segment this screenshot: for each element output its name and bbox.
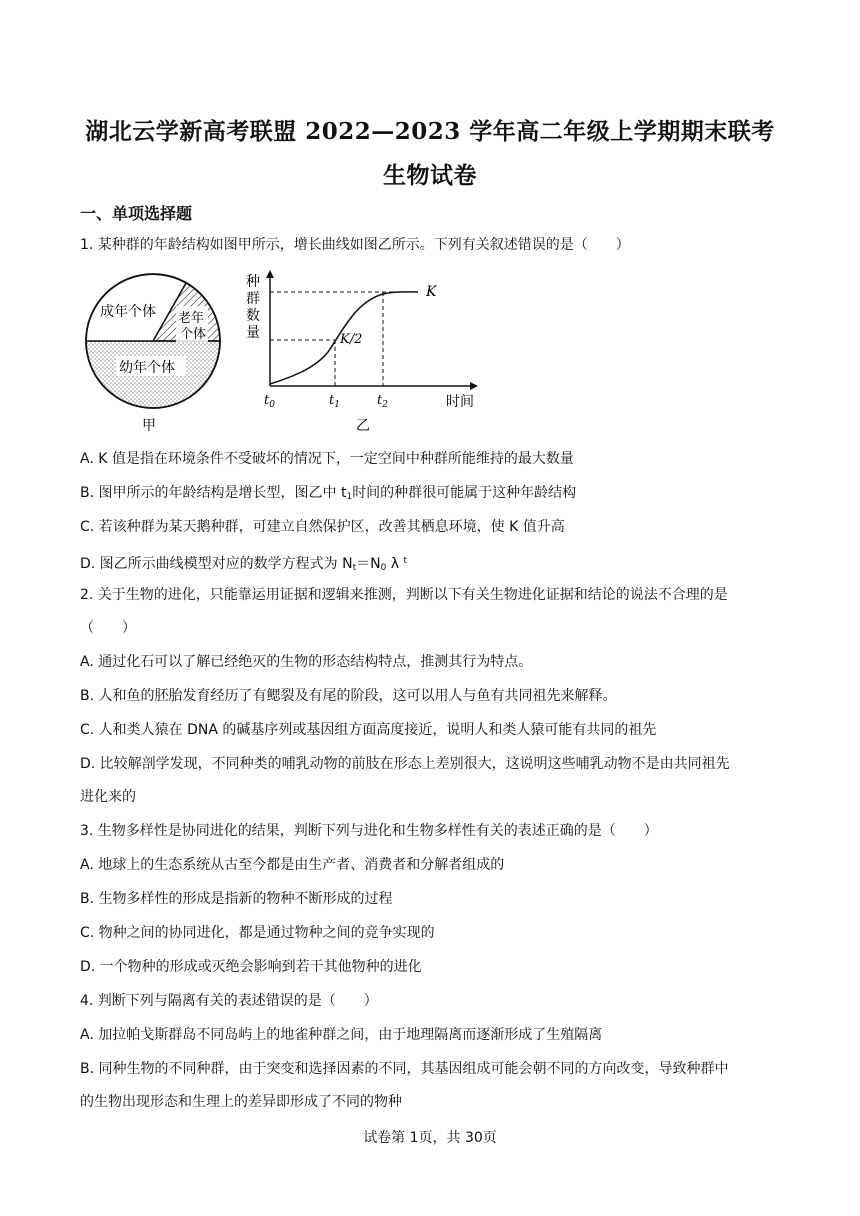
q3-option-c: C. 物种之间的协同进化，都是通过物种之间的竞争实现的 — [80, 925, 435, 941]
growth-curve-chart — [246, 270, 478, 434]
pie-label-old-1: 老年 — [178, 311, 205, 326]
curve-ylabel-3: 数 — [246, 308, 260, 324]
q3-stem: 3. 生物多样性是协同进化的结果，判断下列与进化和生物多样性有关的表述正确的是（ ） — [80, 823, 658, 839]
q1-option-d: D. 图乙所示曲线模型对应的数学方程式为 $N_t=N_0$ λ $^t$ — [80, 556, 408, 573]
q1-stem: 1. 某种群的年龄结构如图甲所示，增长曲线如图乙所示。下列有关叙述错误的是（ ） — [80, 237, 630, 253]
curve-ylabel-1: 种 — [246, 274, 260, 290]
q4-option-b-line2: 的生物出现形态和生理上的差异即形成了不同的物种 — [80, 1094, 402, 1110]
t2-label: $t_2$ — [377, 393, 388, 410]
q4-option-b-line1: B. 同种生物的不同种群，由于突变和选择因素的不同，其基因组成可能会朝不同的方向改变，导致种群中 — [80, 1061, 729, 1077]
q2-option-d-line1: D. 比较解剖学发现，不同种类的哺乳动物的前肢在形态上差别很大，这说明这些哺乳动物不是由共同祖先 — [80, 756, 730, 772]
exam-subtitle: 生物试卷 — [383, 162, 477, 189]
pie-caption: 甲 — [142, 418, 156, 434]
curve-ylabel-4: 量 — [246, 325, 260, 341]
q4-stem: 4. 判断下列与隔离有关的表述错误的是（ ） — [80, 993, 378, 1009]
curve-x-arrow — [470, 382, 478, 390]
q2-option-c: C. 人和类人猿在 DNA 的碱基序列或基因组方面高度接近，说明人和类人猿可能有共同的祖先 — [80, 722, 657, 738]
q1-option-c: C. 若该种群为某天鹅种群，可建立自然保护区，改善其栖息环境，使 K 值升高 — [80, 519, 565, 535]
pie-label-old-2: 个体 — [180, 327, 207, 342]
q2-stem-line2: （ ） — [80, 620, 136, 636]
q1-option-a: A. K 值是指在环境条件不受破坏的情况下，一定空间中种群所能维持的最大数量 — [80, 451, 574, 467]
age-structure-pie — [86, 274, 220, 434]
q2-option-a: A. 通过化石可以了解已经绝灭的生物的形态结构特点，推测其行为特点。 — [80, 654, 533, 670]
q1-option-b: B. 图甲所示的年龄结构是增长型，图乙中 $t_1$时间的种群很可能属于这种年龄结构 — [80, 485, 577, 502]
q4-option-a: A. 加拉帕戈斯群岛不同岛屿上的地雀种群之间，由于地理隔离而逐渐形成了生殖隔离 — [80, 1027, 603, 1043]
half-k-label: K/2 — [340, 332, 363, 347]
k-label: K — [426, 284, 437, 300]
q2-stem-line1: 2. 关于生物的进化，只能靠运用证据和逻辑来推测，判断以下有关生物进化证据和结论的说法不合理的是 — [80, 587, 728, 603]
curve-caption: 乙 — [356, 418, 370, 434]
pie-label-young: 幼年个体 — [119, 360, 175, 376]
q3-option-b: B. 生物多样性的形成是指新的物种不断形成的过程 — [80, 891, 393, 907]
curve-xlabel: 时间 — [446, 394, 474, 410]
curve-ylabel-2: 群 — [246, 291, 260, 307]
q2-option-d-line2: 进化来的 — [80, 789, 136, 805]
q3-option-a: A. 地球上的生态系统从古至今都是由生产者、消费者和分解者组成的 — [80, 857, 505, 873]
exam-title: 湖北云学新高考联盟 2022—2023 学年高二年级上学期期末联考 — [85, 118, 775, 145]
q2-option-b: B. 人和鱼的胚胎发育经历了有鳃裂及有尾的阶段，这可以用人与鱼有共同祖先来解释。 — [80, 688, 617, 704]
section-heading: 一、单项选择题 — [80, 204, 193, 223]
q3-option-d: D. 一个物种的形成或灭绝会影响到若干其他物种的进化 — [80, 959, 422, 975]
q1-figure — [80, 268, 500, 438]
t0-label: $t_0$ — [264, 393, 275, 410]
pie-label-adult: 成年个体 — [100, 304, 156, 320]
curve-y-arrow — [266, 270, 274, 278]
t1-label: $t_1$ — [329, 393, 340, 410]
page-footer: 试卷第 1页，共 30页 — [363, 1130, 497, 1146]
